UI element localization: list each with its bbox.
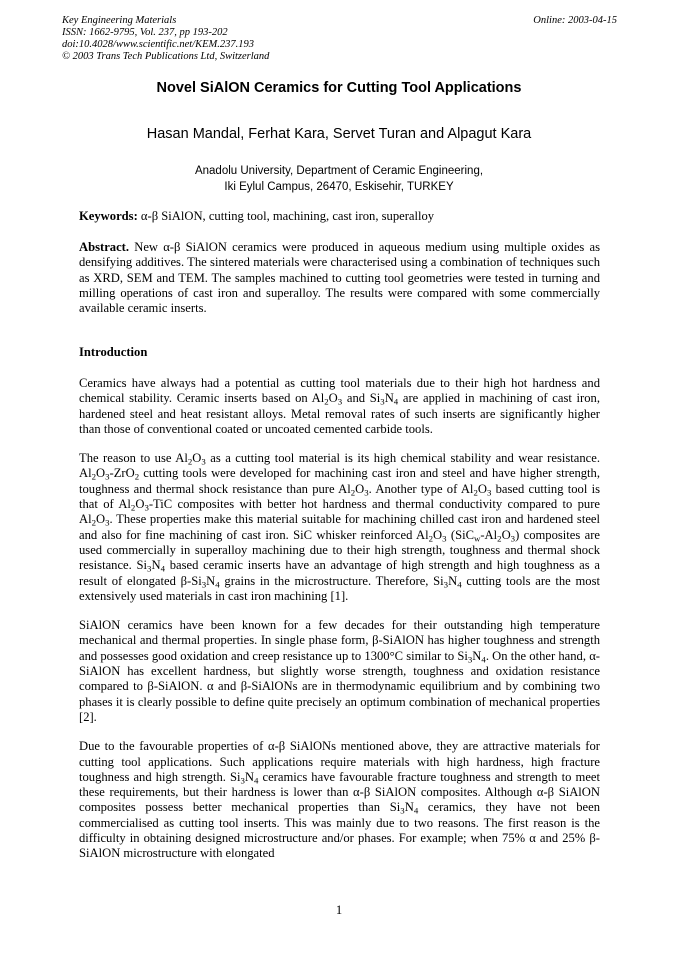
paragraph-2: The reason to use $Al_2O_3$ as a cutting tool material is its high chemical stability and wear resistance. $Al_2O_3-ZrO_2$ cutting tools were developed for machining cast iron and steel and have higher strength, toughness and thermal shock resistance than pure $Al_2O_3$. Another type of $Al_2O_3$ based cutting tool is that of $Al_2O_3$-TiC composites with better hot hardness and thermal conductivity compared to pure $Al_2O_3$. These properties make this material suitable for machining chilled cast iron and hardened steel and also for fine machining of cast iron. SiC whisker reinforced $Al_2O_3$ $(SiC_w-Al_2O_3)$ composites are used commercially in superalloy machining due to their high strength, toughness and thermal shock resistance. $Si_3N_4$ based ceramic inserts have an advantage of high strength and high toughness as a result of elongated $\beta-Si_3N_4$ grains in the microstructure. Therefore, $Si_3N_4$ cutting tools are the most extensively used materials in cast iron machining [1].: [79, 451, 601, 603]
paragraph-1: Ceramics have always had a potential as cutting tool materials due to their high hot hardness and chemical stability. Ceramic inserts based on $Al_2O_3$ and $Si_3N_4$ are applied in machining of cast iron, hardened steel and heat resistant alloys. Metal removal rates of such inserts are significantly higher than those of conventional coated or uncoated cemented carbide tools.: [79, 376, 600, 436]
page-number: 1: [335, 903, 343, 917]
abstract-text: New α-β SiAlON ceramics were produced in aqueous medium using multiple oxides as densifying additives. The sintered materials were characterised using a combination of techniques such as XRD, SEM and TEM. The samples machined to cutting tool geometries were tested in turning and milling operations of cast iron and superalloy. The results were compared with some commercially available ceramic inserts.: [79, 240, 600, 316]
copyright-line: © 2003 Trans Tech Publications Ltd, Switzerland: [62, 51, 270, 62]
doi-line[interactable]: doi:10.4028/www.scientific.net/KEM.237.193: [62, 39, 254, 50]
online-date: Online: 2003-04-15: [533, 15, 617, 26]
section-heading-introduction: Introduction: [79, 345, 148, 359]
paragraph-3: SiAlON ceramics have been known for a few decades for their outstanding high temperature mechanical and thermal properties. In single phase form, β-SiAlON has higher toughness and strength and possesses good oxidation and creep resistance up to 1300°C similar to $Si_3N_4$. On the other hand, α-SiAlON has excellent hardness, but slightly worse strength, toughness and oxidation resistance compared to β-SiAlON. α and β-SiAlONs are in thermodynamic equilibrium and by combining two phases it is clearly possible to define quite precisely an optimum combination of mechanical properties [2].: [79, 618, 600, 724]
introduction-body: [79, 376, 600, 862]
affiliation-line-2: Iki Eylul Campus, 26470, Eskisehir, TURKEY: [224, 181, 454, 193]
paragraph-4: Due to the favourable properties of α-β SiAlONs mentioned above, they are attractive materials for cutting tool applications. Such applications require materials with high hardness, high fracture toughness and high strength. $Si_3N_4$ ceramics have favourable fracture toughness and strength to meet these requirements, but their hardness is lower than α-β SiAlON composites. Although α-β SiAlON composites possess better mechanical properties than $Si_3N_4$ ceramics, they have not been commercialised as cutting tool inserts. This was mainly due to two reasons. The first reason is the difficulty in obtaining designed microstructure and/or phases. For example; when 75% α and 25% β-SiAlON microstructure with elongated: [79, 739, 601, 861]
affiliation-line-1: Anadolu University, Department of Ceramic Engineering,: [194, 165, 484, 177]
keywords: [79, 209, 600, 224]
keywords-text: α-β SiAlON, cutting tool, machining, cast iron, superalloy: [137, 209, 435, 223]
affiliation: [0, 163, 678, 195]
paper-title: Novel SiAlON Ceramics for Cutting Tool Applications: [156, 80, 522, 96]
abstract-label: Abstract.: [79, 240, 130, 254]
keywords-label: Keywords:: [79, 209, 138, 223]
journal-header: [62, 15, 617, 63]
issn-line: ISSN: 1662-9795, Vol. 237, pp 193-202: [62, 27, 228, 38]
author-list: Hasan Mandal, Ferhat Kara, Servet Turan and Alpagut Kara: [146, 126, 532, 142]
journal-name: Key Engineering Materials: [62, 15, 177, 26]
abstract: [79, 240, 600, 316]
